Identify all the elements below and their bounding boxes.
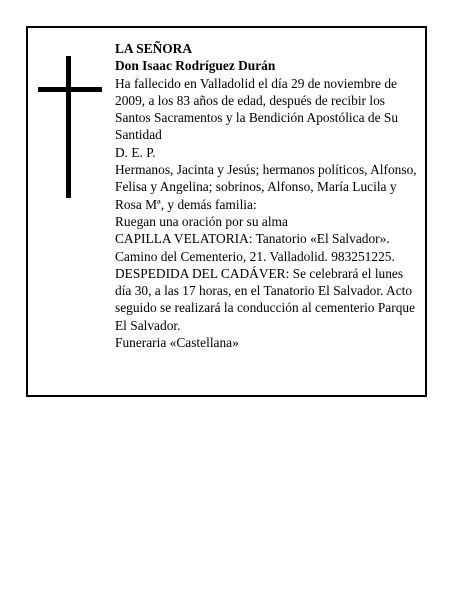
funeral-home: Funeraria «Castellana» (115, 335, 239, 351)
farewell-info: DESPEDIDA DEL CADÁVER: Se celebrará el lunes día 30, a las 17 horas, en el Tanatorio El Salvador. Acto seguido se realizará la conducción al cementerio Parque El Salvador. (115, 265, 416, 333)
chapel-info: CAPILLA VELATORIA: Tanatorio «El Salvador». Camino del Cementerio, 21. Valladolid. 983251225. (115, 231, 395, 264)
death-announcement: Ha fallecido en Valladolid el día 29 de noviembre de 2009, a los 83 años de edad, después de recibir los Santos Sacramentos y la Bendición Apostólica de Su Santidad (115, 75, 399, 143)
obituary-notice (26, 26, 427, 397)
family-list: Hermanos, Jacinta y Jesús; hermanos políticos, Alfonso, Felisa y Angelina; sobrinos, Alfonso, María Lucila y Rosa Mª, y demás familia: (115, 162, 417, 212)
cross-icon (38, 56, 102, 198)
prayer-request: Ruegan una oración por su alma (115, 213, 288, 229)
notice-text (115, 40, 418, 351)
rest-in-peace: D. E. P. (115, 144, 156, 160)
deceased-name: Don Isaac Rodríguez Durán (115, 58, 276, 74)
notice-title: LA SEÑORA (115, 41, 193, 56)
cross-vertical-bar (66, 56, 71, 198)
cross-horizontal-bar (38, 87, 102, 92)
